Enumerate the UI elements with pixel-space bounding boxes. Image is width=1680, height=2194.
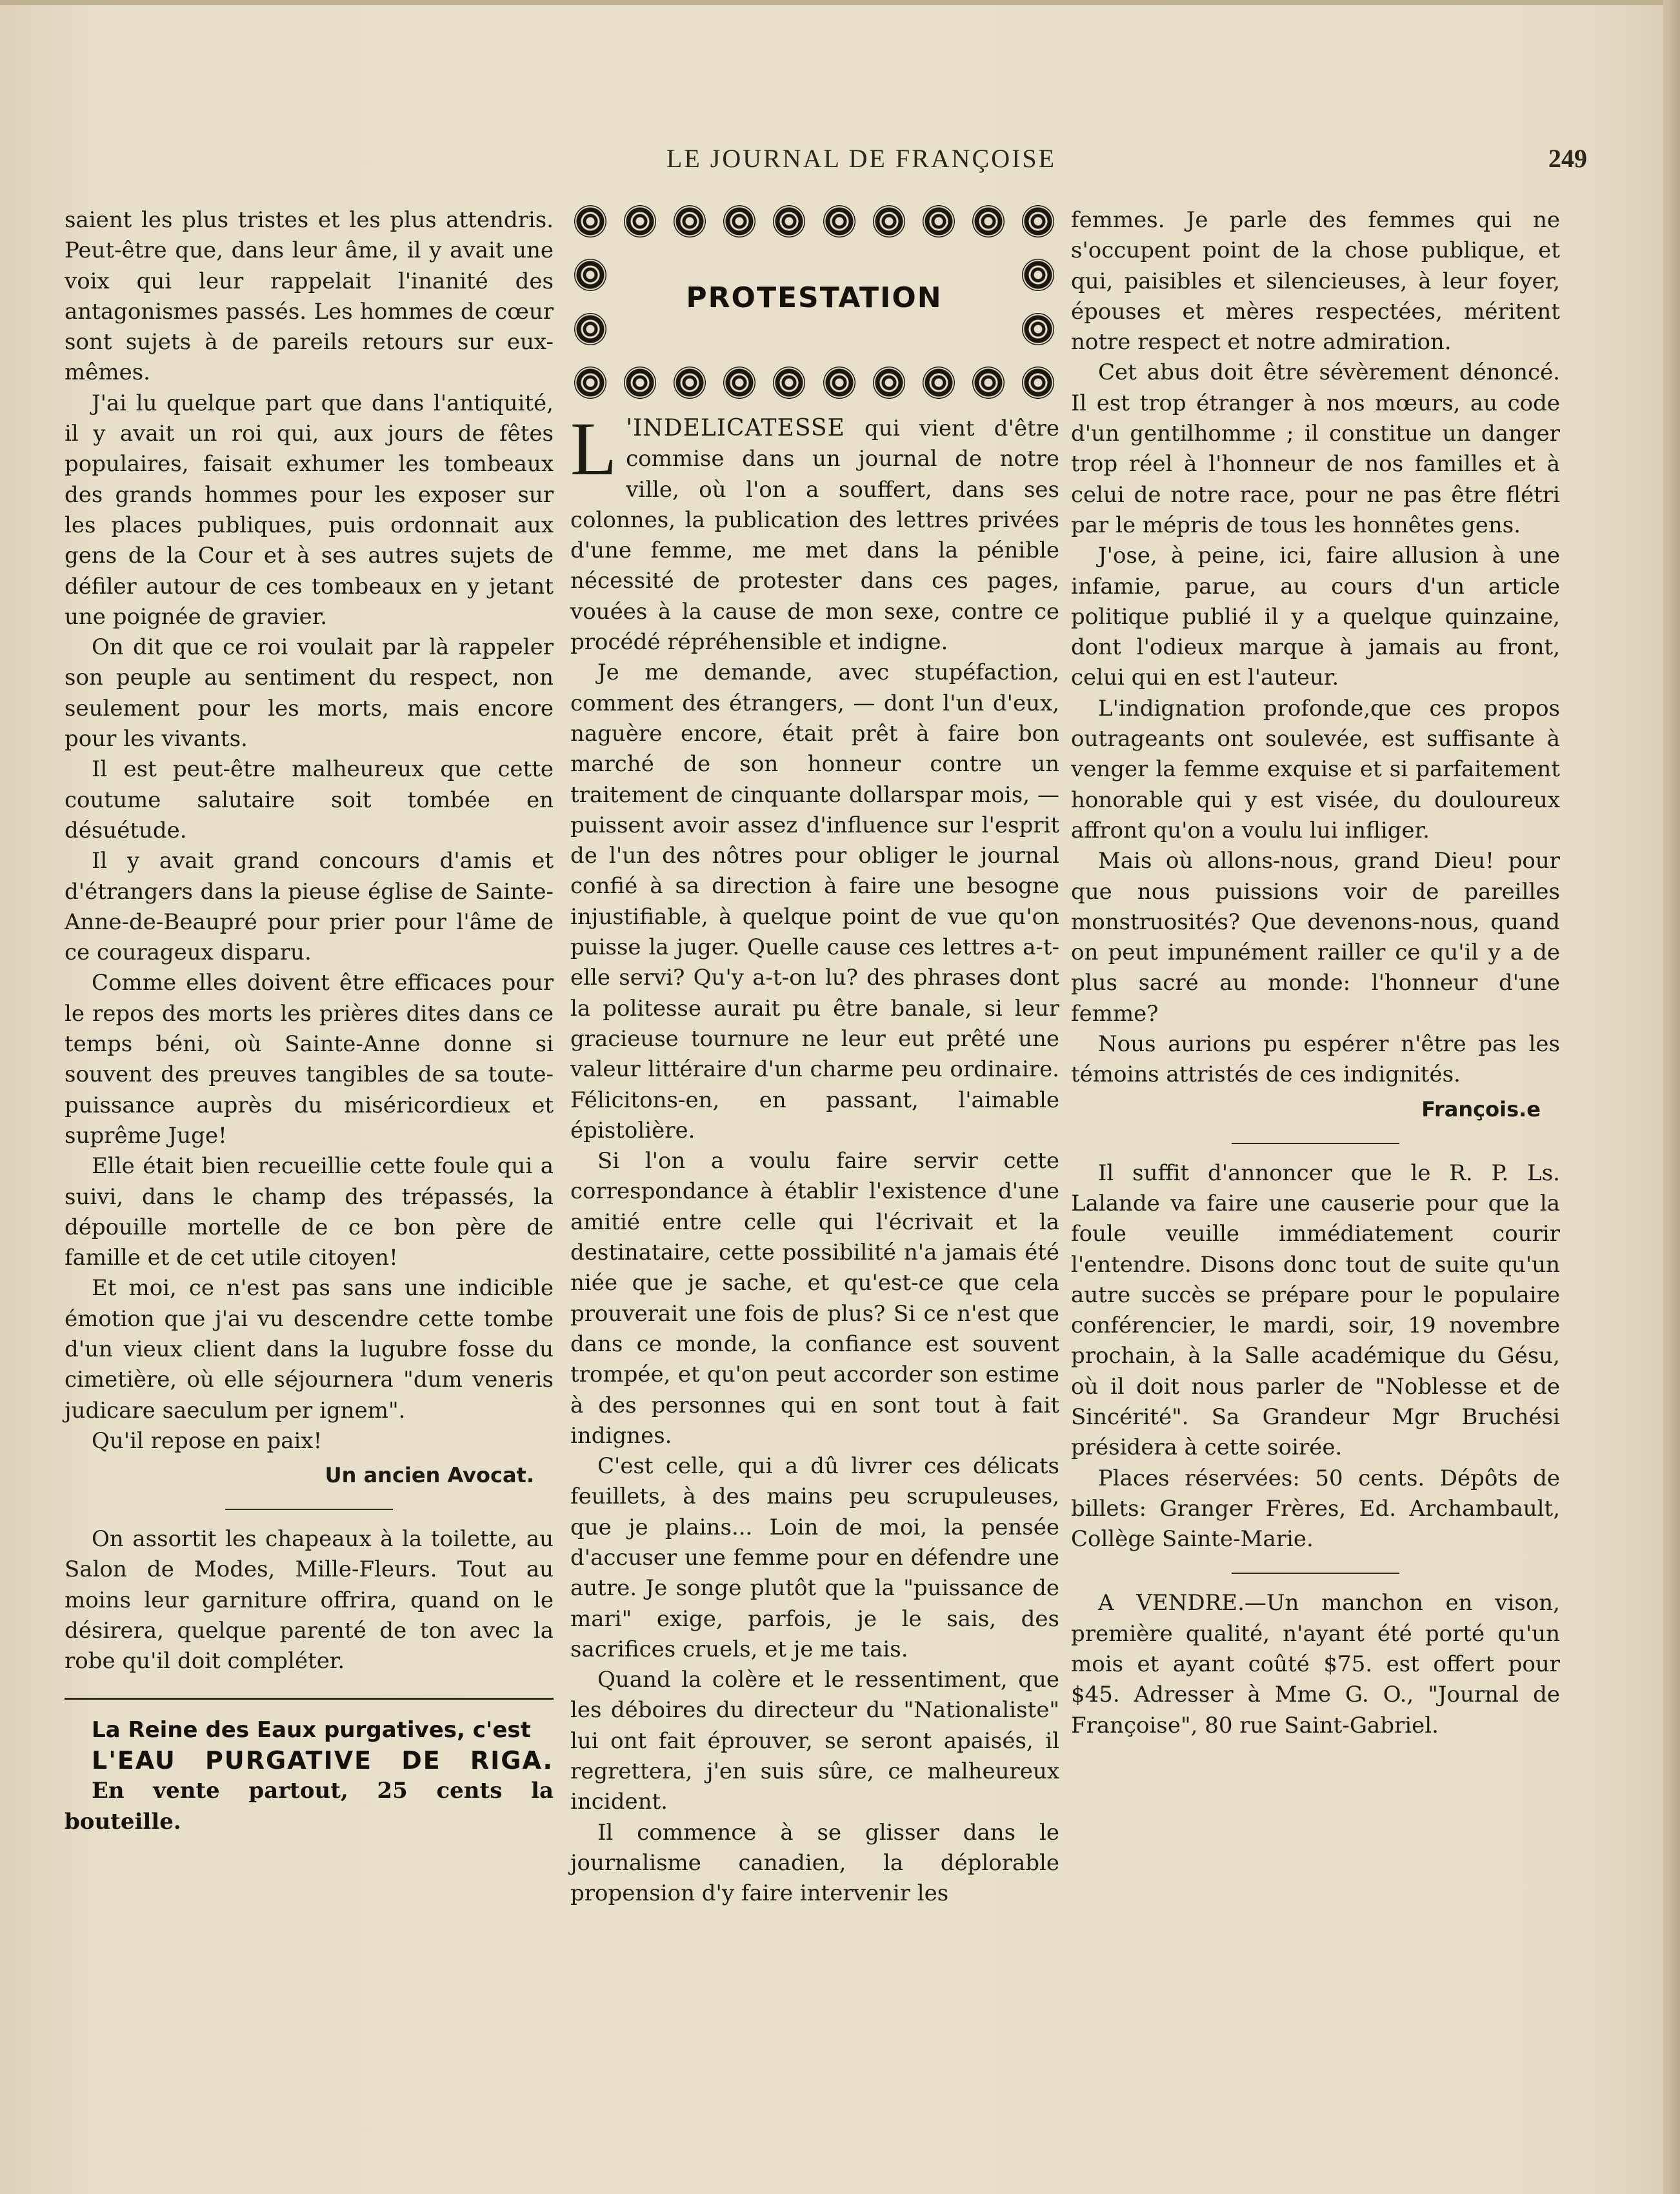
rosette-ornament (823, 367, 855, 399)
ticket-notice: Places réservées: 50 cents. Dépôts de billets: Granger Frères, Ed. Archambault, Collège Sainte-Marie. (1071, 1465, 1560, 1553)
drop-cap: L (570, 407, 617, 491)
advert-line: En vente partout, 25 cents la bouteille. (65, 1778, 554, 1835)
article-paragraph: Et moi, ce n'est pas sans une indicible émotion que j'ai vu descendre cette tombe d'un vieux client dans la lugubre fosse du cimetière, où elle séjournera "dum veneris judicare saeculum per ignem". (65, 1275, 554, 1424)
article-paragraph: Nous aurions pu espérer n'être pas les témoins attristés de ces indignités. (1071, 1031, 1560, 1088)
rosette-ornament (624, 205, 656, 237)
section-divider (1232, 1573, 1399, 1574)
article-paragraph: Il commence à se glisser dans le journalisme canadien, la déplorable propension d'y faire intervenir les (570, 1819, 1059, 1907)
article-paragraph: L'indignation profonde,que ces propos outrageants ont soulevée, est suffisante à venger la femme exquise et si parfaitement honorable qui y est visée, du douloureux affront qu'on a voulu lui infliger. (1071, 695, 1560, 843)
section-divider (1232, 1143, 1399, 1144)
article-paragraph: C'est celle, qui a dû livrer ces délicats feuillets, à des mains peu scrupuleuses, que je plains... Loin de moi, la pensée d'accuser une femme pour en défendre une autre. Je songe plutôt que la "puissance de mari" exige, parfois, je le sais, des sacrifices cruels, et je me tais. (570, 1453, 1059, 1662)
article-paragraph: Mais où allons-nous, grand Dieu! pour que nous puissions voir de pareilles monstruosités? Que devenons-nous, quand on peut impunément railler ce qu'il y a de plus sacré au monde: l'honneur d'une femme? (1071, 848, 1560, 1027)
running-head (58, 143, 1626, 182)
rosette-ornament (624, 367, 656, 399)
rosette-ornament (873, 367, 905, 399)
rosette-ornament (723, 205, 755, 237)
advert-line: La Reine des Eaux purgatives, c'est (92, 1716, 531, 1743)
rosette-ornament (823, 205, 855, 237)
rosette-ornament (873, 205, 905, 237)
protestation-title: PROTESTATION (686, 281, 943, 314)
article-paragraph: J'ose, à peine, ici, faire allusion à une infamie, parue, au cours d'un article politique publié il y a quelque quinzaine, dont l'odieux marque à jamais au front, celui qui en est l'auteur. (1071, 543, 1560, 691)
for-sale-notice: A VENDRE.—Un manchon en vison, première qualité, n'ayant été porté qu'un mois et ayant coûté $75. est offert pour $45. Adresser à Mme G. O., "Journal de Françoise", 80 rue Saint-Gabriel. (1071, 1590, 1560, 1738)
rosette-ornament (923, 367, 955, 399)
rosette-ornament (1022, 205, 1054, 237)
fashion-note: On assortit les chapeaux à la toilette, au Salon de Modes, Mille-Fleurs. Tout au moins leur garniture offrira, quand on le désirera, quelque parenté de ton avec la robe qu'il doit compléter. (65, 1526, 554, 1675)
rosette-ornament (723, 367, 755, 399)
advert-divider (65, 1698, 554, 1700)
protestation-title-box (574, 205, 1054, 399)
article-paragraph: Il est peut-être malheureux que cette coutume salutaire soit tombée en désuétude. (65, 756, 554, 843)
article-paragraph: Je me demande, avec stupéfaction, comment des étrangers, — dont l'un d'eux, naguère encore, était prêt à faire bon marché de son honneur contre un traitement de cinquante dollarspar mois, — puissent avoir assez d'influence sur l'esprit de l'un des nôtres pour obliger le journal confié à sa direction à faire une besogne injustifiable, à quelque point de vue qu'on puisse la juger. Quelle cause ces lettres a-t-elle servi? Qu'y a-t-on lu? des phrases dont la politesse aurait pu être banale, si leur gracieuse tournure ne leur eut prêté une valeur littéraire d'un charme peu ordinaire. Félicitons-en, en passant, l'aimable épistolière. (570, 659, 1059, 1143)
article-paragraph: femmes. Je parle des femmes qui ne s'occupent point de la chose publique, et qui, paisibles et silencieuses, à leur foyer, épouses et mères respectées, méritent notre respect et notre admiration. (1071, 207, 1560, 356)
article-paragraph: Qu'il repose en paix! (92, 1427, 323, 1454)
rosette-ornament (674, 205, 706, 237)
rosette-ornament (674, 367, 706, 399)
page-number: 249 (1548, 144, 1587, 173)
section-divider (225, 1509, 393, 1510)
page-top-edge (0, 0, 1680, 5)
opening-word: 'INDELICATESSE (626, 415, 845, 441)
article-paragraph: On dit que ce roi voulait par là rappeler son peuple au sentiment du respect, non seulement pour les morts, mais encore pour les vivants. (65, 634, 554, 752)
rosette-ornament (923, 205, 955, 237)
rosette-ornament (972, 205, 1005, 237)
article-paragraph: Comme elles doivent être efficaces pour le repos des morts les prières dites dans ce temps béni, où Sainte-Anne donne si souvent des preuves tangibles de sa toute-puissance auprès du miséricordieux et suprême Juge! (65, 970, 554, 1149)
rosette-ornament (972, 367, 1005, 399)
article-paragraph: Elle était bien recueillie cette foule qui a suivi, dans le champ des trépassés, la dépouille mortelle de ce bon père de famille et de cet utile citoyen! (65, 1153, 554, 1271)
rosette-ornament (574, 313, 606, 345)
rosette-ornament (574, 205, 606, 237)
rosette-ornament (773, 205, 805, 237)
right-column (1071, 205, 1560, 1741)
article-paragraph: Si l'on a voulu faire servir cette correspondance à établir l'existence d'une amitié entre celle qui l'écrivait et la destinataire, cette possibilité n'a jamais été niée que je sache, et qu'est-ce que cela prouverait une fois de plus? Si ce n'est que dans ce monde, la confiance est souvent trompée, et qu'on peut accorder son estime à des personnes qui en sont tout à fait indignes. (570, 1148, 1059, 1449)
rosette-ornament (1022, 367, 1054, 399)
rosette-ornament (773, 367, 805, 399)
article-paragraph (570, 407, 1059, 658)
advert-headline: L'EAU PURGATIVE DE RIGA. (92, 1746, 554, 1775)
left-column (65, 205, 554, 1837)
journal-title: LE JOURNAL DE FRANÇOISE (666, 144, 1057, 173)
article-paragraph: J'ai lu quelque part que dans l'antiquité, il y avait un roi qui, aux jours de fêtes populaires, faisait exhumer les tombeaux des grands hommes pour les exposer sur les places publiques, puis ordonnait aux gens de la Cour et à ses autres sujets de défiler autour de ces tombeaux en y jetant une poignée de gravier. (65, 390, 554, 630)
lecture-notice: Il suffit d'annoncer que le R. P. Ls. Lalande va faire une causerie pour que la foule veuille immédiatement courir l'entendre. Disons donc tout de suite qu'un autre succès se prépare pour le populaire conférencier, le mardi, soir, 19 novembre prochain, à la Salle académique du Gésu, où il doit nous parler de "Noblesse et de Sincérité". Sa Grandeur Mgr Bruchési présidera à cette soirée. (1071, 1160, 1560, 1461)
rosette-ornament (1022, 313, 1054, 345)
article-paragraph: Il y avait grand concours d'amis et d'étrangers dans la pieuse église de Sainte-Anne-de-Beaupré pour prier pour l'âme de ce courageux disparu. (65, 848, 554, 966)
rosette-ornament (574, 367, 606, 399)
article-paragraph: Quand la colère et le ressentiment, que les déboires du directeur du "Nationaliste" lui ont fait éprouver, se seront apaisés, il regrettera, j'en suis sûre, ce malheureux incident. (570, 1667, 1059, 1815)
middle-column (570, 205, 1059, 1909)
page-binding-edge (1663, 0, 1680, 2194)
article-signature: Un ancien Avocat. (325, 1463, 534, 1488)
article-paragraph: saient les plus tristes et les plus attendris. Peut-être que, dans leur âme, il y avait une voix qui leur rappelait l'inanité des antagonismes passés. Les hommes de cœur sont sujets à de pareils retours sur eux-mêmes. (65, 207, 554, 386)
opening-text: qui vient d'être commise dans un journal de notre ville, où l'on a souffert, dans ses colonnes, la publication des lettres privées d'une femme, me met dans la pénible nécessité de protester dans ces pages, vouées à la cause de mon sexe, contre ce procédé répréhensible et indigne. (570, 416, 1059, 656)
article-paragraph: Cet abus doit être sévèrement dénoncé. Il est trop étranger à nos mœurs, au code d'un gentilhomme ; il constitue un danger trop réel à l'honneur de nos familles et à celui de notre race, pour ne pas être flétri par le mépris de tous les honnêtes gens. (1071, 359, 1560, 538)
article-signature: François.e (1421, 1096, 1541, 1122)
